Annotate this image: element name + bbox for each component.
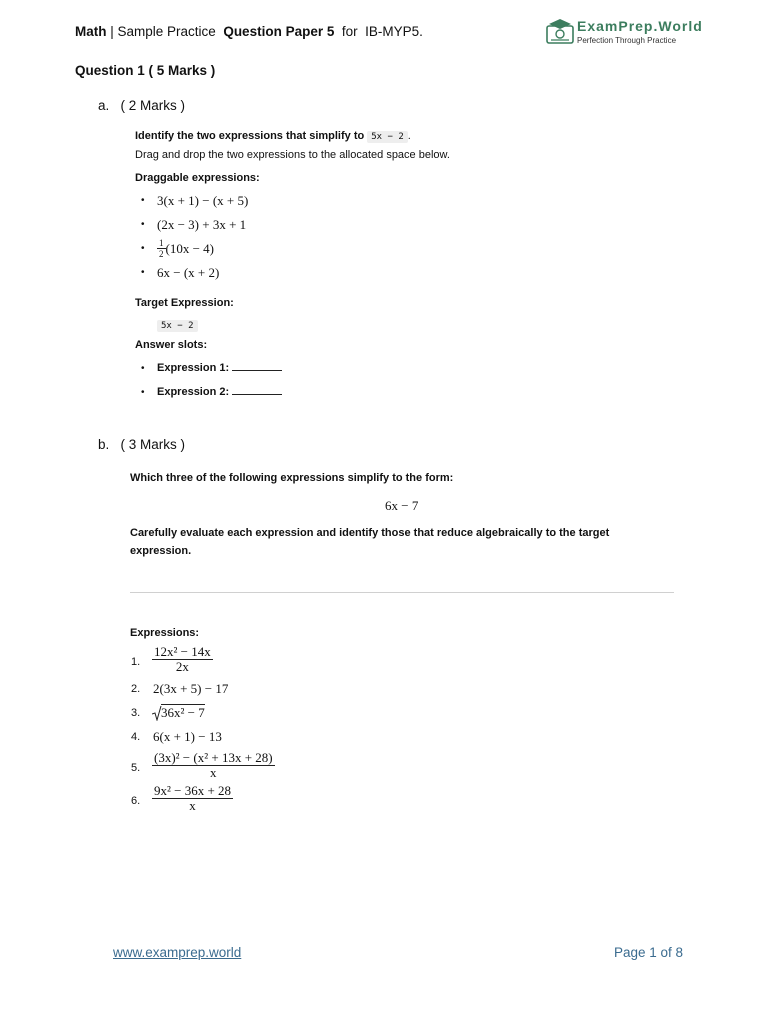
bullet: • (141, 363, 145, 374)
fraction-denominator: x (210, 765, 217, 780)
slot-label: Expression 1: (157, 362, 230, 374)
expression-item-2: 2(3x + 5) − 17 (153, 681, 229, 696)
drop-blank[interactable] (232, 386, 282, 395)
answer-heading: Answer slots: (135, 339, 208, 351)
paper-label: Question Paper 5 (223, 24, 335, 39)
draggable-heading: Draggable expressions: (135, 172, 260, 184)
divider (130, 592, 674, 593)
question-title: Question 1 ( 5 Marks ) (75, 63, 216, 78)
fraction-numerator: 12x² − 14x (154, 644, 211, 659)
prompt-target-code: 5x − 2 (367, 131, 408, 143)
slot-label: Expression 2: (157, 386, 230, 398)
target-expression (157, 315, 198, 333)
page-number: Page 1 of 8 (614, 945, 684, 960)
part-a-label: a. ( 2 Marks ) (98, 98, 186, 113)
sqrt-radicand: 36x² − 7 (161, 705, 205, 720)
item-number: 6. (131, 795, 141, 807)
item-number: 1. (131, 656, 141, 668)
bullet: • (141, 219, 145, 230)
answer-slot-1[interactable] (157, 362, 282, 374)
prompt-end: . (407, 130, 411, 142)
page-header (75, 24, 423, 39)
fraction-numerator: (3x)² − (x² + 13x + 28) (154, 750, 273, 765)
part-b-prompt: Which three of the following expressions simplify to the form: (130, 472, 454, 484)
website-link[interactable]: www.examprep.world (113, 945, 242, 960)
draggable-expression[interactable] (157, 238, 214, 259)
part-b-instruction-2: expression. (130, 545, 192, 557)
bullet: • (141, 387, 145, 398)
expression-item-1 (152, 645, 213, 674)
part-b-instruction-1: Carefully evaluate each expression and identify those that reduce algebraically to the target (130, 527, 610, 539)
fraction (152, 645, 213, 674)
expressions-heading: Expressions: (130, 627, 200, 639)
graduate-icon (546, 17, 574, 45)
bullet: • (141, 243, 145, 254)
target-code: 5x − 2 (157, 320, 198, 332)
part-a-prompt (135, 130, 411, 142)
drop-blank[interactable] (232, 362, 282, 371)
fraction-numerator: 9x² − 36x + 28 (154, 783, 232, 798)
fraction-numerator: 1 (159, 238, 164, 248)
logo-name: ExamPrep.World (577, 18, 703, 34)
item-number: 2. (131, 683, 141, 695)
fraction (152, 784, 233, 813)
expression-text: (10x − 4) (165, 240, 214, 256)
program-label: for IB-MYP5. (334, 24, 423, 39)
expression-item-6 (152, 784, 233, 813)
prompt-text: Identify the two expressions that simplify to (135, 130, 365, 142)
item-number: 3. (131, 707, 141, 719)
bullet: • (141, 267, 145, 278)
fraction-denominator: 2x (175, 659, 189, 674)
expression-item-5 (152, 751, 275, 780)
target-heading: Target Expression: (135, 297, 234, 309)
examprep-logo (546, 16, 716, 46)
fraction-denominator: 2 (159, 249, 164, 259)
expression-item-3 (152, 704, 205, 721)
half-fraction (157, 238, 166, 259)
fraction (152, 751, 275, 780)
item-number: 5. (131, 762, 141, 774)
part-a-instruction: Drag and drop the two expressions to the allocated space below. (135, 149, 450, 161)
target-form: 6x − 7 (385, 498, 419, 513)
header-separator: | Sample Practice (106, 24, 224, 39)
fraction-denominator: x (189, 798, 196, 813)
draggable-expression[interactable]: 3(x + 1) − (x + 5) (157, 193, 249, 208)
bullet: • (141, 195, 145, 206)
expression-item-4: 6(x + 1) − 13 (153, 729, 222, 744)
subject-label: Math (75, 24, 107, 39)
part-b-label: b. ( 3 Marks ) (98, 437, 186, 452)
draggable-expression[interactable]: (2x − 3) + 3x + 1 (157, 217, 247, 232)
draggable-expression[interactable]: 6x − (x + 2) (157, 265, 220, 280)
logo-tagline: Perfection Through Practice (577, 36, 677, 45)
answer-slot-2[interactable] (157, 386, 282, 398)
item-number: 4. (131, 731, 141, 743)
